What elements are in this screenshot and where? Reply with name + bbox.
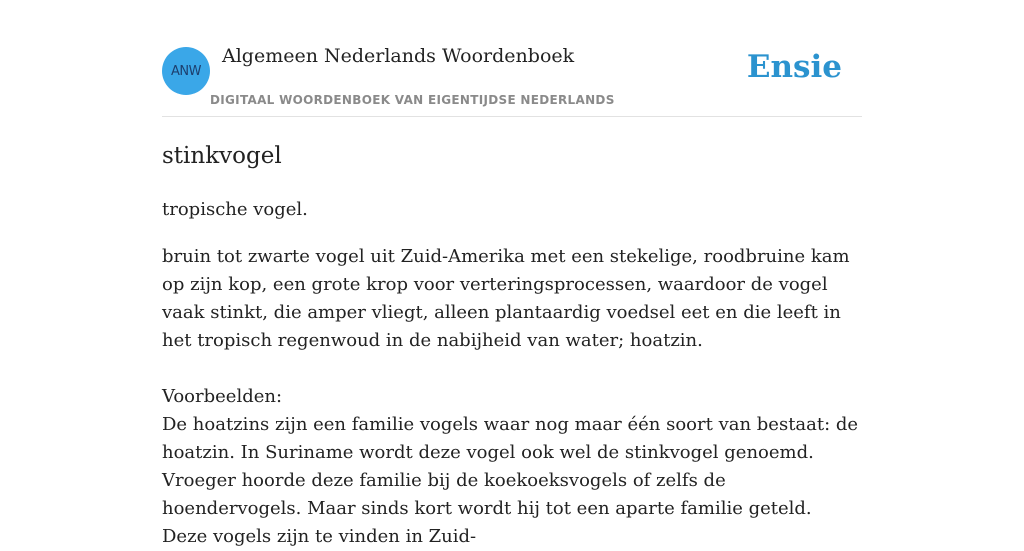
logo-text: ANW — [171, 63, 201, 79]
headword: stinkvogel — [162, 143, 282, 169]
content-container — [162, 0, 862, 551]
long-definition: bruin tot zwarte vogel uit Zuid-Amerika met een stekelige, roodbruine kam op zijn kop, een grote krop voor verteringsprocessen, waardoor de vogel vaak stinkt, die amper vliegt, alleen plantaardig voedsel eet en die leeft in het tropisch regenwoud in de nabijheid van water; hoatzin. — [162, 246, 850, 351]
ensie-brand-link[interactable]: Ensie — [746, 49, 842, 85]
anw-logo[interactable] — [162, 47, 210, 95]
example-text: De hoatzins zijn een familie vogels waar nog maar één soort van bestaat: de hoatzin. In Suriname wordt deze vogel ook wel de stinkvogel genoemd. Vroeger hoorde deze familie bij de koekoeksvogels of zelfs de hoendervogels. Maar sinds kort wordt hij tot een aparte familie geteld. Deze vogels zijn te vinden in Zuid- — [162, 414, 859, 547]
dictionary-subtitle: DIGITAAL WOORDENBOEK VAN EIGENTIJDSE NEDERLANDS — [210, 93, 615, 107]
short-definition: tropische vogel. — [162, 199, 308, 220]
dictionary-title[interactable]: Algemeen Nederlands Woordenboek — [222, 45, 575, 67]
examples-heading: Voorbeelden: — [162, 386, 283, 407]
site-header — [162, 0, 862, 117]
